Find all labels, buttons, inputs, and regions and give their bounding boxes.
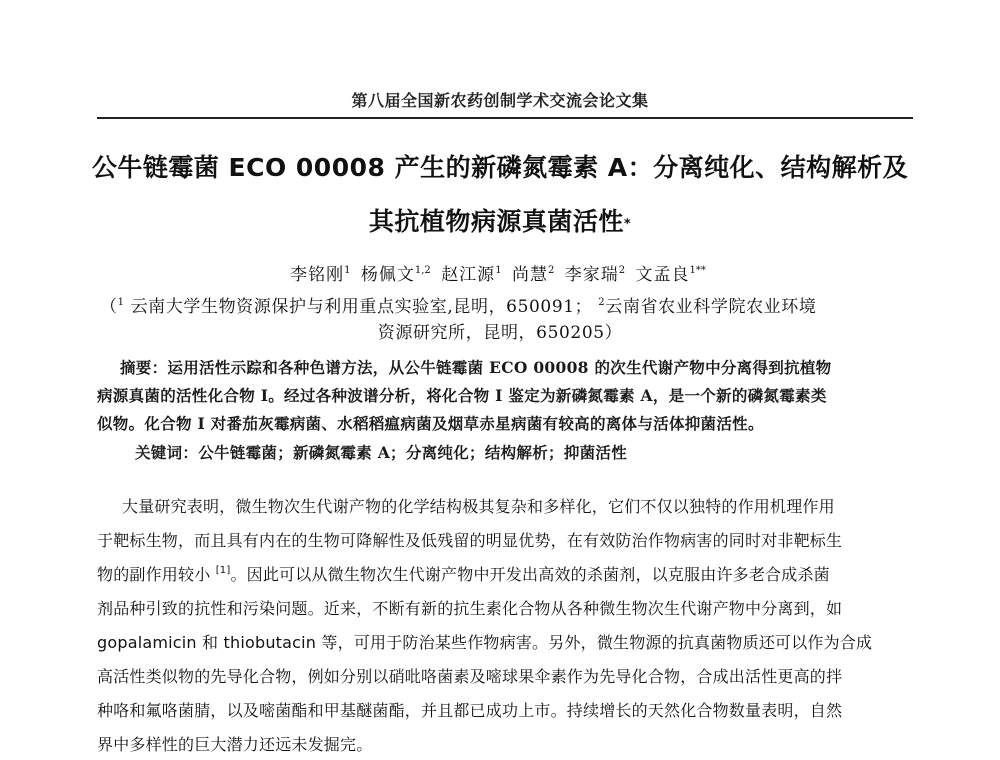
body-line-5: gopalamicin 和 thiobutacin 等，可用于防治某些作物病害。另外，微生物源的抗真菌物质还可以作为合成 xyxy=(97,633,873,652)
author-affiliation-mark: 1,2 xyxy=(414,265,431,276)
keywords-line: 关键词：公牛链霉菌；新磷氮霉素 A；分离纯化；结构解析；抑菌活性 xyxy=(135,443,628,462)
abstract-line-1: 摘要：运用活性示踪和各种色谱方法，从公牛链霉菌 ECO 00008 的次生代谢产物中分离得到抗植物 xyxy=(120,358,832,377)
author-affiliation-mark: 1** xyxy=(689,265,706,276)
body-line-3-b: 。因此可以从微生物次生代谢产物中开发出高效的杀菌剂，以克服由许多老合成杀菌 xyxy=(230,565,830,584)
body-line-6: 高活性类似物的先导化合物，例如分别以硝吡咯菌素及嘧球果伞素作为先导化合物，合成出活性更高的拌 xyxy=(97,667,843,686)
body-line-1: 大量研究表明，微生物次生代谢产物的化学结构极其复杂和多样化，它们不仅以独特的作用机理作用 xyxy=(122,497,835,516)
header-rule xyxy=(97,117,913,119)
body-line-2: 于靶标生物，而且具有内在的生物可降解性及低残留的明显优势，在有效防治作物病害的同时对非靶标生 xyxy=(97,531,843,550)
affiliation-mark-1: 1 xyxy=(117,297,125,308)
citation-ref: [1] xyxy=(215,565,231,576)
body-line-4: 剂品种引致的抗性和污染问题。近来，不断有新的抗生素化合物从各种微生物次生代谢产物中分离到，如 xyxy=(97,599,843,618)
author-affiliation-mark: 1 xyxy=(495,265,502,276)
author-affiliation-mark: 1 xyxy=(344,265,351,276)
title-footnote-marker: * xyxy=(623,217,632,232)
running-header: 第八届全国新农药创制学术交流会论文集 xyxy=(351,91,649,110)
affiliation-open-paren: （ xyxy=(100,297,118,317)
paper-title-line-1: 公牛链霉菌 ECO 00008 产生的新磷氮霉素 A：分离纯化、结构解析及 xyxy=(91,153,909,182)
author-affiliation-mark: 2 xyxy=(547,265,555,276)
author-list xyxy=(0,260,1000,285)
author: 李家瑞 xyxy=(564,265,619,285)
affiliation-line-1 xyxy=(100,292,914,317)
body-line-8: 界中多样性的巨大潜力还远未发掘完。 xyxy=(97,735,373,754)
body-line-3 xyxy=(97,562,917,585)
paper-title-line-2-text: 其抗植物病源真菌活性 xyxy=(368,207,624,236)
author: 赵江源 xyxy=(441,265,496,285)
author: 李铭刚 xyxy=(290,265,345,285)
author: 杨佩文 xyxy=(360,265,415,285)
author: 文孟良 xyxy=(635,265,690,285)
affiliation-line-2: 资源研究所，昆明，650205） xyxy=(377,323,623,343)
author: 尚慧 xyxy=(511,265,548,285)
abstract-line-2: 病源真菌的活性化合物 I。经过各种波谱分析，将化合物 I 鉴定为新磷氮霉素 A，是一个新的磷氮霉素类 xyxy=(97,386,827,405)
paper-title-line-2 xyxy=(60,202,940,238)
author-affiliation-mark: 2 xyxy=(618,265,626,276)
abstract-line-3: 似物。化合物 I 对番茄灰霉病菌、水稻稻瘟病菌及烟草赤星病菌有较高的离体与活体抑菌活性。 xyxy=(97,414,764,433)
affiliation-mark-2: 2 xyxy=(598,297,606,308)
affiliation-1: 云南大学生物资源保护与利用重点实验室,昆明，650091； xyxy=(124,297,593,317)
body-line-7: 种咯和氟咯菌腈，以及嘧菌酯和甲基醚菌酯，并且都已成功上市。持续增长的天然化合物数量表明，自然 xyxy=(97,701,843,720)
body-line-3-a: 物的副作用较小 xyxy=(97,565,216,584)
affiliation-2: 云南省农业科学院农业环境 xyxy=(605,297,817,317)
